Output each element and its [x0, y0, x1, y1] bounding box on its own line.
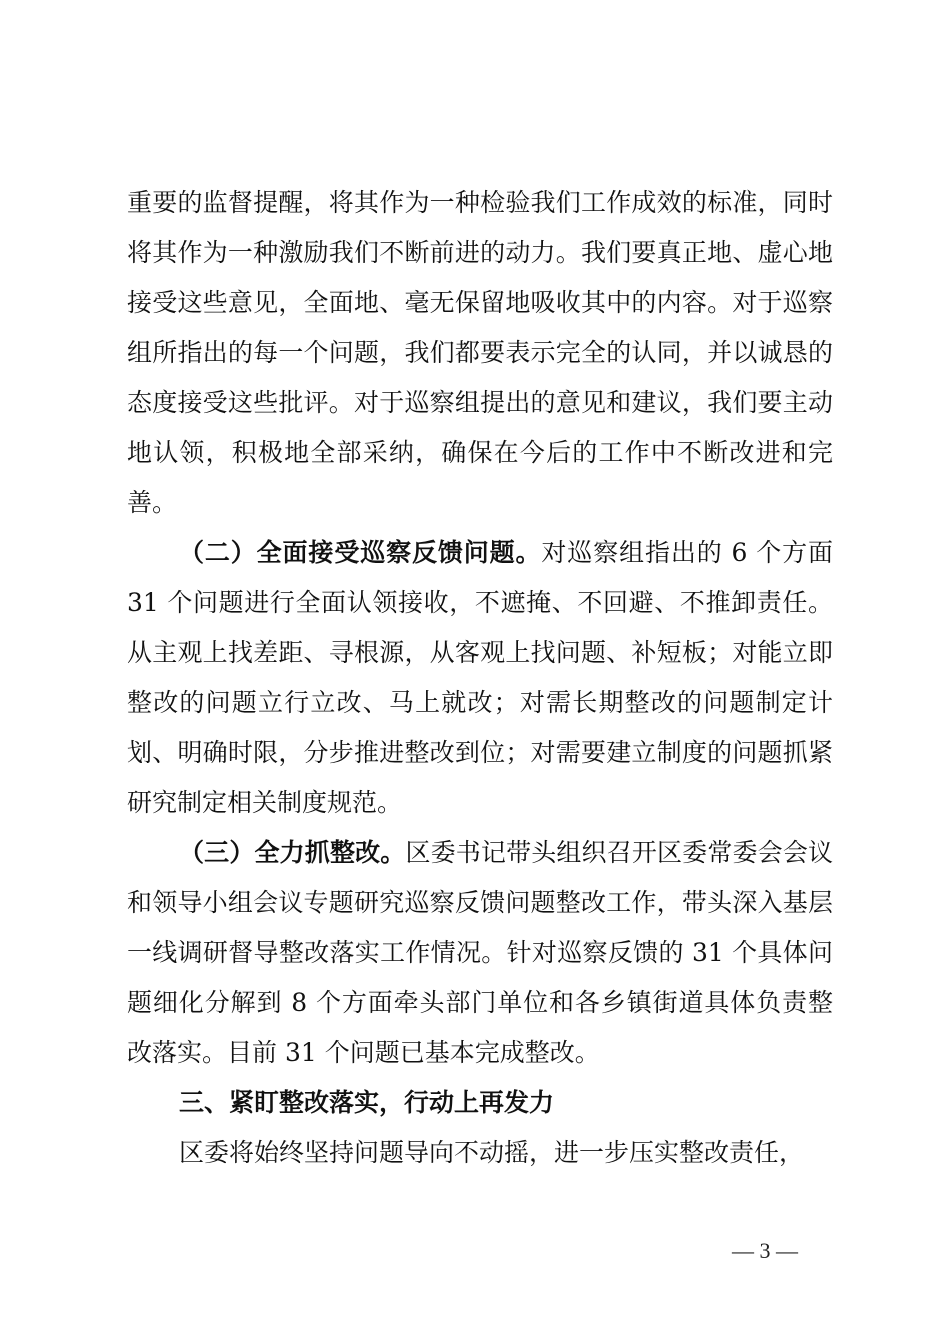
page-number: — 3 — — [732, 1238, 798, 1263]
item-3-body: 区委书记带头组织召开区委常委会会议和领导小组会议专题研究巡察反馈问题整改工作，带头深入基层一线调研督导整改落实工作情况。针对巡察反馈的 31 个具体问题细化分解到 8 个方面牵头部门单位和各乡镇街道具体负责整改落实。目前 31 个问题已基本完成整改。 — [127, 838, 833, 1067]
paragraph-section-3-intro: 区委将始终坚持问题导向不动摇，进一步压实整改责任， — [179, 1138, 805, 1167]
paragraph-continuation: 重要的监督提醒，将其作为一种检验我们工作成效的标准，同时将其作为一种激励我们不断前进的动力。我们要真正地、虚心地接受这些意见，全面地、毫无保留地吸收其中的内容。对于巡察组所指出的每一个问题，我们都要表示完全的认同，并以诚恳的态度接受这些批评。对于巡察组提出的意见和建议，我们要主动地认领，积极地全部采纳，确保在今后的工作中不断改进和完善。 — [127, 188, 833, 517]
document-body — [127, 178, 833, 1178]
item-3-heading: （三）全力抓整改。 — [179, 838, 406, 867]
paragraph-item-2 — [127, 528, 833, 828]
item-2-body: 对巡察组指出的 6 个方面 31 个问题进行全面认领接收，不遮掩、不回避、不推卸责任。从主观上找差距、寻根源，从客观上找问题、补短板；对能立即整改的问题立行立改、马上就改；对需长期整改的问题制定计划、明确时限，分步推进整改到位；对需要建立制度的问题抓紧研究制定相关制度规范。 — [127, 538, 833, 817]
item-2-heading: （二）全面接受巡察反馈问题。 — [179, 538, 542, 567]
section-3-heading: 三、紧盯整改落实，行动上再发力 — [179, 1088, 555, 1117]
paragraph-item-3 — [127, 828, 833, 1078]
